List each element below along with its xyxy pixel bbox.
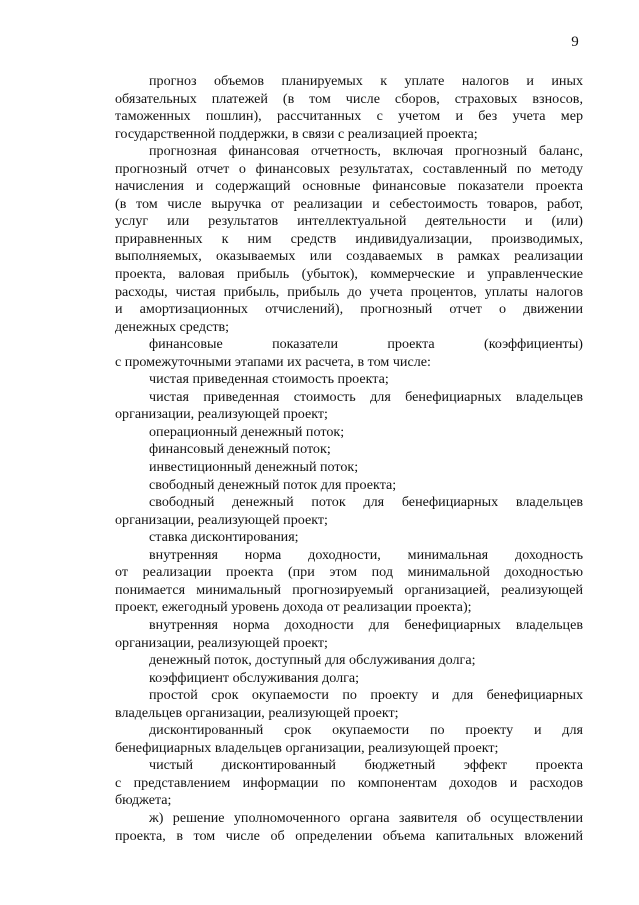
text-line: с промежуточными этапами их расчета, в том числе: bbox=[115, 353, 431, 370]
list-item-free-cash-flow bbox=[115, 477, 583, 495]
text-line: организации, реализующей проект; bbox=[115, 634, 328, 651]
list-item-simple-payback bbox=[115, 687, 583, 722]
list-item-debt-service-coverage bbox=[115, 670, 583, 688]
text-line: владельцев организации, реализующей проект; bbox=[115, 704, 399, 721]
text-line: с представлением информации по компонентам доходов и расходов bbox=[115, 774, 583, 791]
list-item-free-cash-flow-beneficiary bbox=[115, 494, 583, 529]
text-line: свободный денежный поток для бенефициарных владельцев bbox=[149, 494, 583, 511]
list-item-discounted-payback bbox=[115, 722, 583, 757]
text-line: услуг или результатов интеллектуальной деятельности и (или) bbox=[115, 213, 583, 230]
text-line: бенефициарных владельцев организации, реализующей проект; bbox=[115, 739, 499, 756]
text-line: простой срок окупаемости по проекту и для бенефициарных bbox=[149, 687, 583, 704]
text-line: таможенных пошлин), рассчитанных с учетом и без учета мер bbox=[115, 108, 583, 125]
text-line: дисконтированный срок окупаемости по проекту и для bbox=[149, 722, 583, 739]
text-line: инвестиционный денежный поток; bbox=[149, 459, 359, 476]
paragraph-financial-indicators bbox=[115, 336, 583, 371]
text-line: приравненных к ним средств индивидуализации, производимых, bbox=[115, 230, 583, 247]
text-line: чистая приведенная стоимость для бенефициарных владельцев bbox=[149, 388, 583, 405]
text-line: чистая приведенная стоимость проекта; bbox=[149, 371, 389, 388]
text-line: проекта, в том числе об определении объема капитальных вложений bbox=[115, 827, 583, 844]
paragraph-financial-statements bbox=[115, 143, 583, 336]
text-line: проекта, валовая прибыль (убыток), коммерческие и управленческие bbox=[115, 266, 583, 283]
list-item-cash-flow-debt-service bbox=[115, 652, 583, 670]
page-number: 9 bbox=[571, 34, 579, 50]
text-line: бюджета; bbox=[115, 792, 172, 809]
text-line: коэффициент обслуживания долга; bbox=[149, 669, 360, 686]
list-item-discount-rate bbox=[115, 529, 583, 547]
list-item-npv bbox=[115, 371, 583, 389]
paragraph-taxes-forecast bbox=[115, 73, 583, 143]
text-line: операционный денежный поток; bbox=[149, 423, 345, 440]
text-line: свободный денежный поток для проекта; bbox=[149, 476, 397, 493]
text-line: денежных средств; bbox=[115, 318, 230, 335]
text-line: прогноз объемов планируемых к уплате налогов и иных bbox=[149, 73, 583, 89]
text-line: организации, реализующей проект; bbox=[115, 511, 328, 528]
text-line: обязательных платежей (в том числе сборов, страховых взносов, bbox=[115, 90, 583, 107]
text-line: чистый дисконтированный бюджетный эффект проекта bbox=[149, 757, 583, 774]
paragraph-item-zh bbox=[115, 810, 583, 845]
text-line: финансовый денежный поток; bbox=[149, 441, 331, 458]
text-line: внутренняя норма доходности для бенефициарных владельцев bbox=[149, 616, 583, 633]
text-line: денежный поток, доступный для обслуживания долга; bbox=[149, 652, 476, 669]
text-line: от реализации проекта (при этом под минимальной доходностью bbox=[115, 564, 583, 581]
text-line: (в том числе выручка от реализации и себестоимость товаров, работ, bbox=[115, 195, 583, 212]
document-body bbox=[115, 73, 583, 845]
text-line: прогнозный отчет о финансовых результатах, составленный по методу bbox=[115, 160, 583, 177]
text-line: начисления и содержащий основные финансовые показатели проекта bbox=[115, 178, 583, 195]
text-line: ставка дисконтирования; bbox=[149, 529, 299, 546]
text-line: внутренняя норма доходности, минимальная доходность bbox=[149, 546, 583, 563]
text-line: и амортизационных отчислений), прогнозный отчет о движении bbox=[115, 301, 583, 318]
list-item-irr bbox=[115, 547, 583, 617]
list-item-investing-cash-flow bbox=[115, 459, 583, 477]
text-line: организации, реализующей проект; bbox=[115, 406, 328, 423]
text-line: прогнозная финансовая отчетность, включая прогнозный баланс, bbox=[149, 143, 583, 160]
text-line: расходы, чистая прибыль, прибыль до учета процентов, уплаты налогов bbox=[115, 283, 583, 300]
text-line: финансовые показатели проекта (коэффициенты) bbox=[149, 336, 583, 353]
text-line: понимается минимальный прогнозируемый организацией, реализующей bbox=[115, 581, 583, 598]
list-item-budget-effect bbox=[115, 757, 583, 810]
text-line: государственной поддержки, в связи с реализацией проекта; bbox=[115, 125, 478, 142]
list-item-irr-beneficiary bbox=[115, 617, 583, 652]
list-item-financing-cash-flow bbox=[115, 441, 583, 459]
text-line: ж) решение уполномоченного органа заявителя об осуществлении bbox=[149, 809, 583, 826]
list-item-operating-cash-flow bbox=[115, 424, 583, 442]
text-line: выполняемых, оказываемых или создаваемых в рамках реализации bbox=[115, 248, 583, 265]
list-item-npv-beneficiary bbox=[115, 389, 583, 424]
text-line: проект, ежегодный уровень дохода от реализации проекта); bbox=[115, 599, 472, 616]
